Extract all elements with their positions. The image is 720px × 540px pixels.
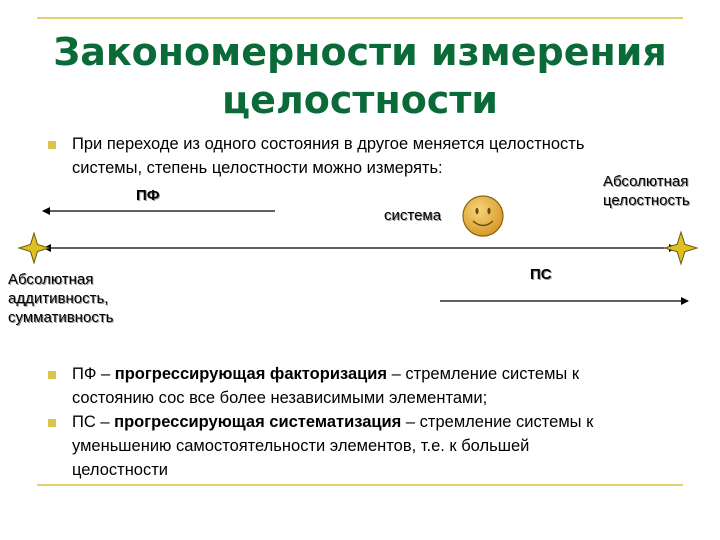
pf-definition xyxy=(72,362,672,410)
left-label-line-2: аддитивность, xyxy=(8,290,109,307)
ps-definition-line-3: целостности xyxy=(72,461,169,479)
ps-abbr: ПС xyxy=(72,413,96,431)
right-star-icon xyxy=(665,232,697,264)
bullet-pf xyxy=(48,371,56,379)
intro-line-2: системы, степень целостности можно измерять: xyxy=(72,159,443,177)
right-label xyxy=(603,172,690,210)
pf-definition-line-1 xyxy=(72,362,672,386)
ps-label: ПС xyxy=(530,266,552,283)
left-label-line-3: суммативность xyxy=(8,309,114,326)
title-line-2: целостности xyxy=(222,78,498,122)
ps-definition-line-2: уменьшению самостоятельности элементов, т.е. к большей xyxy=(72,437,530,455)
intro-line-1: При переходе из одного состояния в другое меняется целостность xyxy=(72,135,585,153)
smiley-face-icon xyxy=(463,196,503,236)
right-label-line-2: целостность xyxy=(603,192,690,209)
left-star-icon xyxy=(19,233,49,263)
bottom-rule xyxy=(37,484,683,486)
left-label xyxy=(8,270,114,327)
title-line-1: Закономерности измерения xyxy=(53,30,667,74)
ps-definition xyxy=(72,410,672,482)
ps-dash: – xyxy=(95,413,115,431)
right-label-line-1: Абсолютная xyxy=(603,173,689,190)
pf-term: прогрессирующая факторизация xyxy=(114,365,388,383)
ps-definition-line-1 xyxy=(72,410,672,434)
ps-rest: – стремление системы к xyxy=(401,413,594,431)
pf-abbr: ПФ xyxy=(72,365,97,383)
ps-term: прогрессирующая систематизация xyxy=(114,413,402,431)
left-label-line-1: Абсолютная xyxy=(8,271,94,288)
pf-definition-line-2: состоянию сос все более независимыми элементами; xyxy=(72,389,488,407)
pf-dash: – xyxy=(96,365,115,383)
pf-label: ПФ xyxy=(136,187,160,204)
system-label: система xyxy=(384,207,442,224)
bullet-ps xyxy=(48,419,56,427)
pf-rest: – стремление системы к xyxy=(387,365,580,383)
